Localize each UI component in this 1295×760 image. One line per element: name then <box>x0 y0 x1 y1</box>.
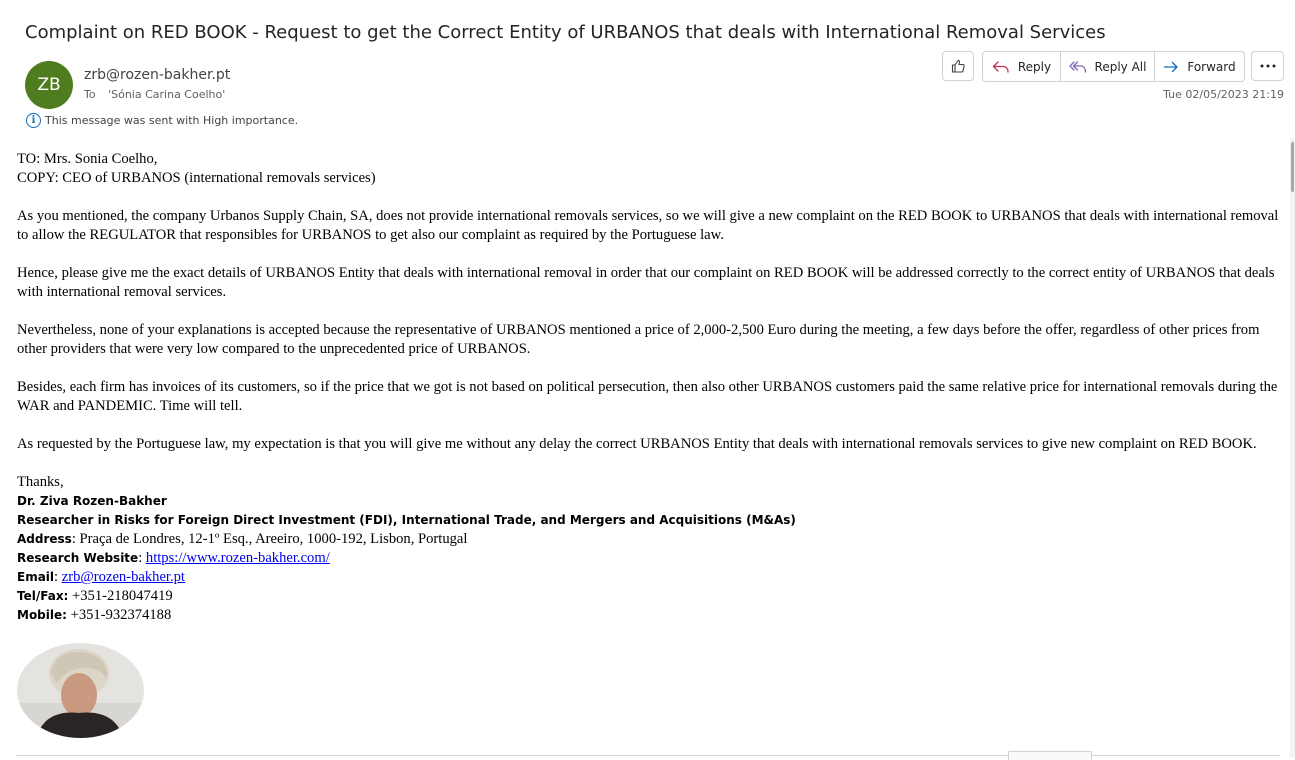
signature-website <box>17 549 1279 568</box>
address-label: Address <box>17 532 72 546</box>
signature-name: Dr. Ziva Rozen-Bakher <box>17 494 167 508</box>
body-paragraph: Hence, please give me the exact details of URBANOS Entity that deals with international removal in order that our complaint on RED BOOK will be addressed correctly to the correct entity of URBANOS that deals with international removal services. <box>17 265 1275 300</box>
signature-address <box>17 530 1279 549</box>
thumbs-up-icon <box>950 58 966 74</box>
forward-button[interactable] <box>1154 52 1244 81</box>
body-paragraph: As requested by the Portuguese law, my expectation is that you will give me without any delay the correct URBANOS Entity that deals with international removals services to give new complaint on RED BOOK. <box>17 436 1257 452</box>
email-subject: Complaint on RED BOOK - Request to get the Correct Entity of URBANOS that deals with International Removal Services <box>25 22 1106 43</box>
portrait-image <box>17 643 144 738</box>
importance-banner <box>26 113 298 128</box>
recipient-line <box>84 88 225 101</box>
signature-email <box>17 568 1279 587</box>
forward-arrow-icon <box>1163 60 1179 74</box>
greeting-copy-line: COPY: CEO of URBANOS (international removals services) <box>17 170 376 186</box>
reply-all-icon <box>1069 60 1087 74</box>
recipient-name[interactable]: 'Sónia Carina Coelho' <box>108 88 226 101</box>
signature-tel <box>17 587 1279 606</box>
website-link[interactable]: https://www.rozen-bakher.com/ <box>145 550 330 566</box>
greeting-to-line: TO: Mrs. Sonia Coelho, <box>17 151 158 167</box>
body-paragraph: As you mentioned, the company Urbanos Supply Chain, SA, does not provide international removals services, so we will give a new complaint on the RED BOOK to URBANOS that deals with international removal to allow the REGULATOR that responsibles for URBANOS to get also our complaint as required by the Portuguese law. <box>17 208 1279 243</box>
bottom-tab-handle[interactable] <box>1008 751 1092 760</box>
more-horizontal-icon <box>1260 64 1276 68</box>
signature-thanks: Thanks, <box>17 474 64 490</box>
importance-text: This message was sent with High importance. <box>45 114 299 127</box>
reply-label: Reply <box>1017 59 1052 74</box>
scrollbar-thumb[interactable] <box>1291 142 1294 192</box>
website-separator: : <box>138 550 146 566</box>
email-label: Email <box>17 570 55 584</box>
reply-all-button[interactable] <box>1060 52 1154 81</box>
tel-value: +351-218047419 <box>68 588 173 604</box>
info-icon: i <box>26 113 41 128</box>
signature-photo <box>17 643 144 738</box>
forward-label: Forward <box>1187 59 1236 74</box>
signature-mobile <box>17 606 1279 625</box>
website-label: Research Website <box>17 551 139 565</box>
sender-address[interactable]: zrb@rozen-bakher.pt <box>84 67 231 83</box>
reply-button[interactable] <box>983 52 1060 81</box>
mobile-value: +351-932374188 <box>66 607 172 623</box>
reply-all-label: Reply All <box>1094 59 1147 74</box>
to-label: To <box>84 88 96 101</box>
sender-avatar[interactable]: ZB <box>25 61 73 109</box>
email-link[interactable]: zrb@rozen-bakher.pt <box>61 569 185 585</box>
reply-icon <box>992 60 1010 74</box>
reading-pane-scrollbar[interactable] <box>1290 138 1295 758</box>
like-button[interactable] <box>942 51 974 81</box>
body-paragraph: Besides, each firm has invoices of its customers, so if the price that we got is not based on political persecution, then also other URBANOS customers paid the same relative price for international removals during the WAR and PANDEMIC. Time will tell. <box>17 379 1278 414</box>
tel-label: Tel/Fax: <box>17 589 69 603</box>
mobile-label: Mobile: <box>17 608 67 622</box>
body-paragraph: Nevertheless, none of your explanations is accepted because the representative of URBANOS mentioned a price of 2,000-2,500 Euro during the meeting, a few days before the offer, regardless of other prices from other providers that were very low compared to the unprecedented price of URBANOS. <box>17 322 1260 357</box>
email-separator: : <box>54 569 62 585</box>
signature-title: Researcher in Risks for Foreign Direct Investment (FDI), International Trade, and Mergers and Acquisitions (M&As) <box>17 513 796 527</box>
more-actions-button[interactable] <box>1251 51 1284 81</box>
email-body <box>17 150 1279 625</box>
reply-actions-group <box>982 51 1245 82</box>
address-value: : Praça de Londres, 12-1º Esq., Areeiro, 1000-192, Lisbon, Portugal <box>71 531 468 547</box>
sent-timestamp: Tue 02/05/2023 21:19 <box>1163 88 1284 101</box>
